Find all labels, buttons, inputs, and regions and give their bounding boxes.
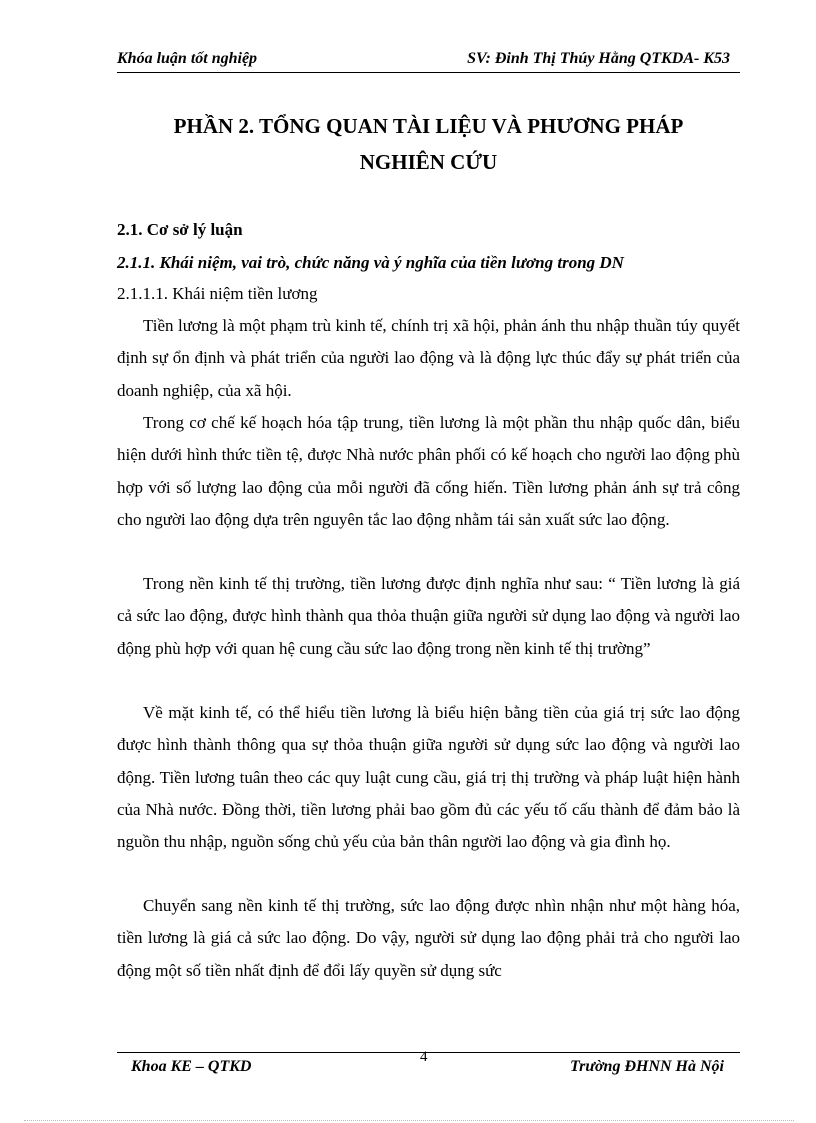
subsubsection-heading: 2.1.1.1. Khái niệm tiền lương <box>117 284 318 303</box>
paragraph-2: Trong cơ chế kế hoạch hóa tập trung, tiền lương là một phần thu nhập quốc dân, biểu hiện dưới hình thức tiền tệ, được Nhà nước phân phối có kế hoạch cho người lao động phù hợp với số lượng lao động của mỗi người đã cống hiến. Tiền lương phản ánh sự trả công cho người lao động dựa trên nguyên tắc lao động nhằm tái sản xuất sức lao động. <box>117 413 740 529</box>
subsection-heading: 2.1.1. Khái niệm, vai trò, chức năng và ý nghĩa của tiền lương trong DN <box>117 253 624 272</box>
page-number: 4 <box>420 1049 428 1065</box>
paragraph-3: Trong nền kinh tế thị trường, tiền lương được định nghĩa như sau: “ Tiền lương là giá cả sức lao động, được hình thành qua thỏa thuận giữa người sử dụng lao động và người lao động phù hợp với quan hệ cung cầu sức lao động trong nền kinh tế thị trường” <box>117 574 740 658</box>
page-footer <box>117 1049 740 1083</box>
section-heading: 2.1. Cơ sở lý luận <box>117 220 243 239</box>
footer-university: Trường ĐHNN Hà Nội <box>569 1058 724 1075</box>
paragraph-5: Chuyển sang nền kinh tế thị trường, sức lao động được nhìn nhận như một hàng hóa, tiền lương là giá cả sức lao động. Do vậy, người sử dụng lao động phải trả cho người lao động một số tiền nhất định để đổi lấy quyền sử dụng sức <box>117 896 740 980</box>
paragraph-1: Tiền lương là một phạm trù kinh tế, chính trị xã hội, phản ánh thu nhập thuần túy quyết định sự ổn định và phát triển của người lao động và là động lực thúc đẩy sự phát triển của doanh nghiệp, của xã hội. <box>117 316 740 400</box>
footer-faculty: Khoa KE – QTKD <box>131 1058 252 1075</box>
header-thesis-label: Khóa luận tốt nghiệp <box>117 50 258 67</box>
page-header <box>117 48 740 73</box>
chapter-title-line-2: NGHIÊN CỨU <box>359 150 498 174</box>
page-bottom-divider <box>24 1120 794 1121</box>
chapter-title-line-1: PHẦN 2. TỔNG QUAN TÀI LIỆU VÀ PHƯƠNG PHÁP <box>173 114 684 138</box>
header-student-info: SV: Đinh Thị Thúy Hằng QTKDA- K53 <box>467 50 730 67</box>
paragraph-4: Về mặt kinh tế, có thể hiểu tiền lương là biểu hiện bằng tiền của giá trị sức lao động được hình thành thông qua sự thỏa thuận giữa người sử dụng sức lao động và người lao động. Tiền lương tuân theo các quy luật cung cầu, giá trị thị trường và pháp luật hiện hành của Nhà nước. Đồng thời, tiền lương phải bao gồm đủ các yếu tố cấu thành để đảm bảo là nguồn thu nhập, nguồn sống chủ yếu của bản thân người lao động và gia đình họ. <box>117 703 740 852</box>
